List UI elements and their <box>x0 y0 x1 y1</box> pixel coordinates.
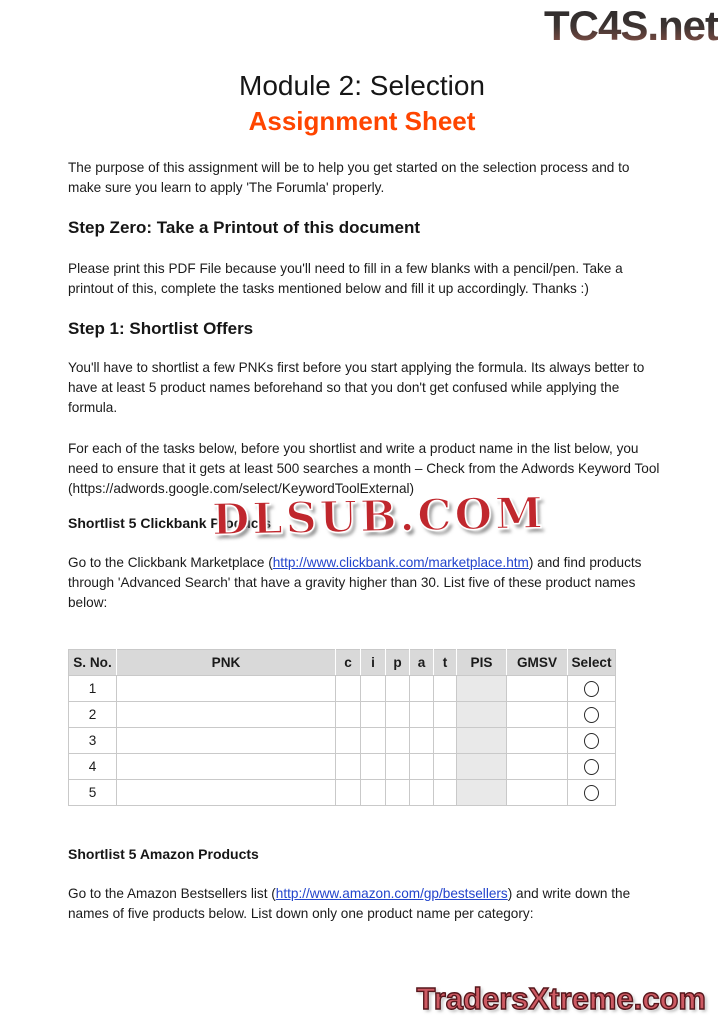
col-header-select: Select <box>568 650 616 676</box>
step-one-paragraph-2: For each of the tasks below, before you shortlist and write a product name in the list below, you need to ensure that it gets at least 500 searches a month – Check from the Adwords Keyword Tool (https://adwords.google.com/select/KeywordToolExternal) <box>68 441 660 496</box>
c-cell <box>336 754 361 780</box>
pnk-cell <box>117 676 336 702</box>
a-cell <box>410 780 434 806</box>
pis-cell <box>457 728 507 754</box>
sno-cell: 3 <box>69 728 117 754</box>
c-cell <box>336 780 361 806</box>
select-radio[interactable] <box>584 759 599 775</box>
dlsub-watermark: DLSUB.COM <box>211 488 547 546</box>
a-cell <box>410 702 434 728</box>
pnk-cell <box>117 780 336 806</box>
pnk-shortlist-table <box>68 649 616 806</box>
pnk-cell <box>117 728 336 754</box>
gmsv-cell <box>507 780 568 806</box>
table-row <box>69 754 616 780</box>
tradersxtreme-logo: TradersXtreme.com <box>416 981 706 1016</box>
select-radio[interactable] <box>584 707 599 723</box>
pis-cell <box>457 780 507 806</box>
a-cell <box>410 728 434 754</box>
amazon-paragraph <box>68 884 660 924</box>
sno-cell: 1 <box>69 676 117 702</box>
col-header-pis: PIS <box>457 650 507 676</box>
t-cell <box>434 780 457 806</box>
table-row <box>69 780 616 806</box>
tc4s-logo: TC4S.net <box>543 2 718 49</box>
t-cell <box>434 702 457 728</box>
i-cell <box>361 728 386 754</box>
gmsv-cell <box>507 754 568 780</box>
t-cell <box>434 728 457 754</box>
p-cell <box>386 780 410 806</box>
pis-cell <box>457 754 507 780</box>
c-cell <box>336 702 361 728</box>
amazon-paragraph-post: ) and write down the names of five products below. List down only one product name per category: <box>68 886 631 921</box>
table-row <box>69 702 616 728</box>
gmsv-cell <box>507 702 568 728</box>
table-header-row <box>69 650 616 676</box>
gmsv-cell <box>507 728 568 754</box>
col-header-sno: S. No. <box>69 650 117 676</box>
pis-cell <box>457 676 507 702</box>
col-header-i: i <box>361 650 386 676</box>
c-cell <box>336 728 361 754</box>
clickbank-paragraph-pre: Go to the Clickbank Marketplace ( <box>68 555 273 570</box>
amazon-heading: Shortlist 5 Amazon Products <box>68 846 259 862</box>
table-row <box>69 676 616 702</box>
col-header-c: c <box>336 650 361 676</box>
select-radio[interactable] <box>584 733 599 749</box>
step-zero-heading: Step Zero: Take a Printout of this document <box>68 218 420 237</box>
p-cell <box>386 702 410 728</box>
a-cell <box>410 676 434 702</box>
col-header-t: t <box>434 650 457 676</box>
pis-cell <box>457 702 507 728</box>
pnk-cell <box>117 754 336 780</box>
c-cell <box>336 676 361 702</box>
p-cell <box>386 728 410 754</box>
select-radio[interactable] <box>584 681 599 697</box>
i-cell <box>361 702 386 728</box>
step-one-heading: Step 1: Shortlist Offers <box>68 319 254 338</box>
i-cell <box>361 754 386 780</box>
p-cell <box>386 754 410 780</box>
gmsv-cell <box>507 676 568 702</box>
page-subtitle: Assignment Sheet <box>248 106 476 136</box>
i-cell <box>361 780 386 806</box>
select-radio[interactable] <box>584 785 599 801</box>
intro-paragraph: The purpose of this assignment will be to help you get started on the selection process and to make sure you learn to apply 'The Forumla' properly. <box>68 160 630 195</box>
t-cell <box>434 754 457 780</box>
clickbank-paragraph <box>68 553 660 613</box>
col-header-p: p <box>386 650 410 676</box>
col-header-gmsv: GMSV <box>507 650 568 676</box>
clickbank-link[interactable]: http://www.clickbank.com/marketplace.htm <box>272 555 529 570</box>
amazon-link[interactable]: http://www.amazon.com/gp/bestsellers <box>275 886 508 901</box>
select-cell <box>568 676 616 702</box>
col-header-a: a <box>410 650 434 676</box>
t-cell <box>434 676 457 702</box>
clickbank-heading: Shortlist 5 Clickbank Products <box>68 515 272 531</box>
a-cell <box>410 754 434 780</box>
col-header-pnk: PNK <box>117 650 336 676</box>
select-cell <box>568 780 616 806</box>
select-cell <box>568 728 616 754</box>
sno-cell: 2 <box>69 702 117 728</box>
page-title: Module 2: Selection <box>239 70 485 101</box>
pnk-cell <box>117 702 336 728</box>
table-row <box>69 728 616 754</box>
sno-cell: 4 <box>69 754 117 780</box>
select-cell <box>568 702 616 728</box>
step-one-paragraph-1: You'll have to shortlist a few PNKs first before you start applying the formula. Its always better to have at least 5 product names beforehand so that you don't get confused while applying the formula. <box>68 360 645 415</box>
sno-cell: 5 <box>69 780 117 806</box>
clickbank-paragraph-post: ) and find products through 'Advanced Search' that have a gravity higher than 30. List five of these product names below: <box>68 555 642 610</box>
i-cell <box>361 676 386 702</box>
select-cell <box>568 754 616 780</box>
step-zero-paragraph: Please print this PDF File because you'll need to fill in a few blanks with a pencil/pen. Take a printout of this, complete the tasks mentioned below and fill it up accordingly. Thanks :) <box>68 261 623 296</box>
p-cell <box>386 676 410 702</box>
amazon-paragraph-pre: Go to the Amazon Bestsellers list ( <box>68 886 276 901</box>
